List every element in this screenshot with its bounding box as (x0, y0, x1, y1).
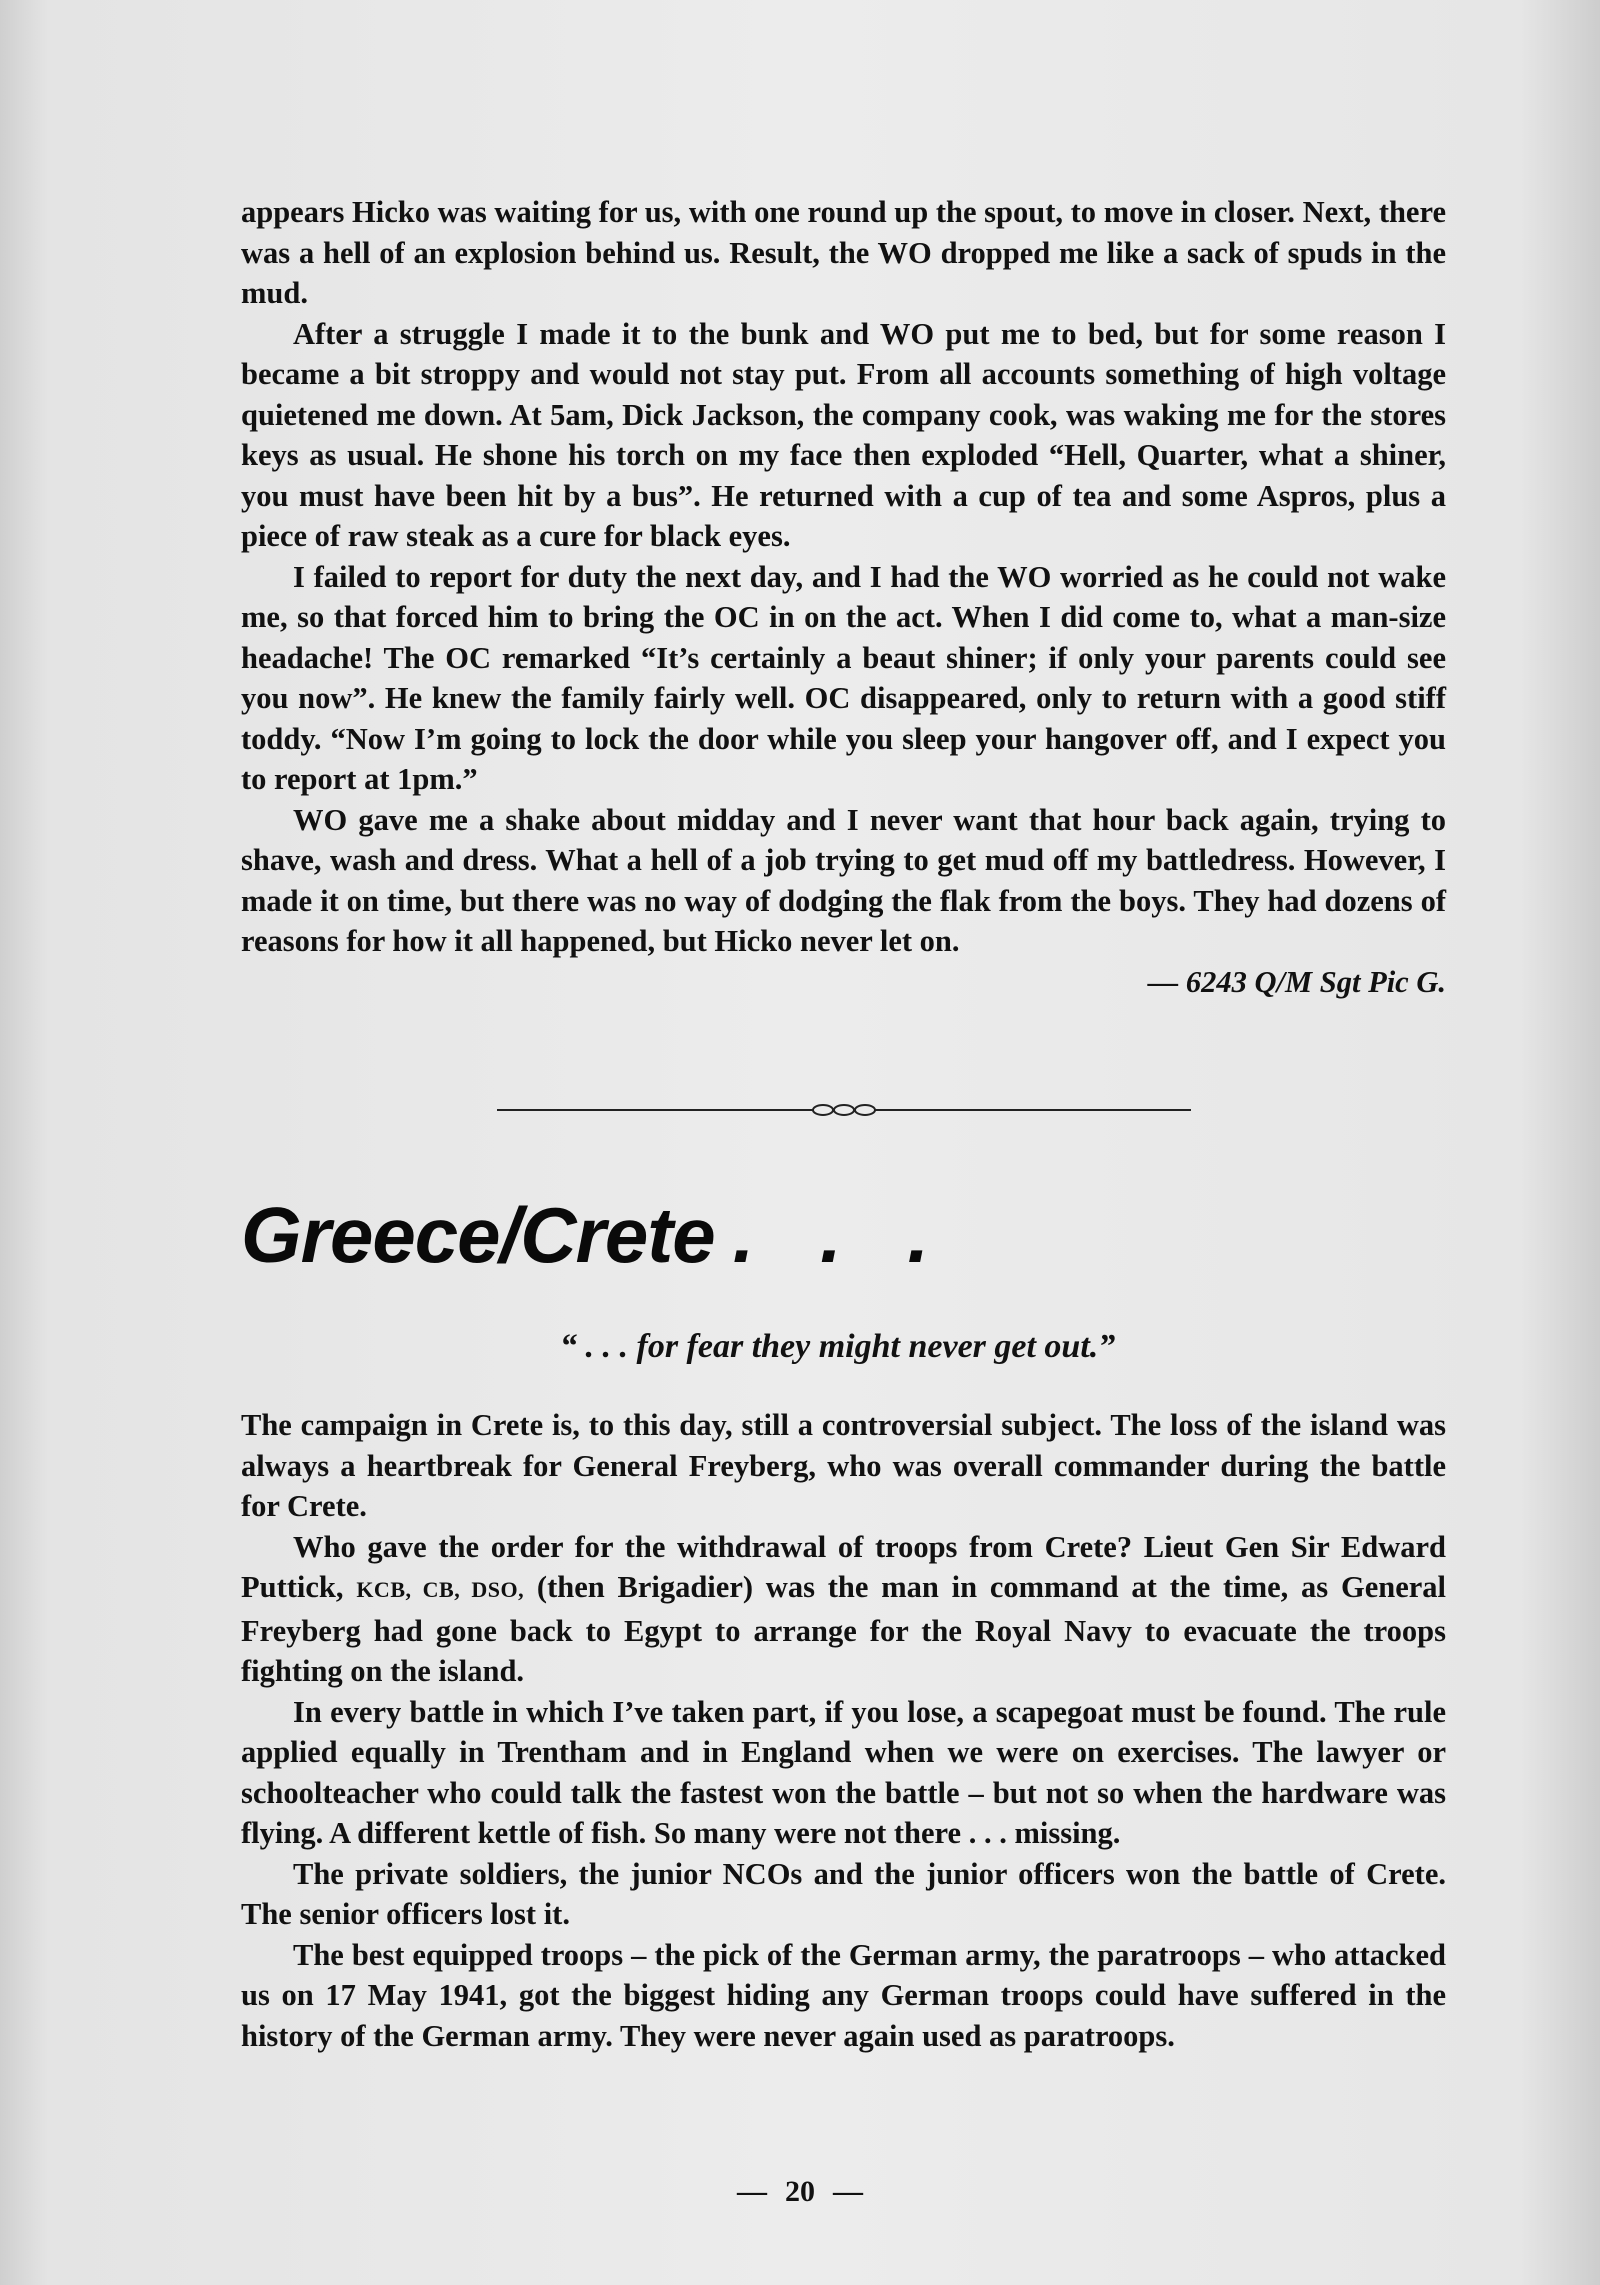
paragraph-text: (then Brigadier) was the man in command at the time, as General Freyberg had gone back to Egypt to arrange for the Royal Navy to evacuate the troops fighting on the island. (241, 1570, 1446, 1688)
section-title-text: Greece/Crete (241, 1191, 715, 1279)
paragraph-text: Who gave the order for the withdrawal of troops from Crete? Lieut Gen Sir Edward Puttick, (241, 1529, 1446, 1604)
section-divider (497, 1100, 1191, 1120)
section-subtitle: “ . . . for fear they might never get out.” (560, 1328, 1116, 1365)
paragraph: In every battle in which I’ve taken part, if you lose, a scapegoat must be found. The rule applied equally in Trentham and in England when we were on exercises. The lawyer or schoolteacher who could talk the fastest won the battle – but not so when the hardware was flying. A different kettle of fish. So many were not there . . . missing. (241, 1694, 1446, 1850)
section-title (241, 1190, 951, 1280)
paragraph: I failed to report for duty the next day, and I had the WO worried as he could not wake me, so that forced him to bring the OC in on the act. When I did come to, what a man-size headache! The OC remarked “It’s certainly a beaut shiner; if only your parents could see you now”. He knew the family fairly well. OC disappeared, only to return with a good stiff toddy. “Now I’m going to lock the door while you sleep your hangover off, and I expect you to report at 1pm.” (241, 559, 1446, 796)
paragraph: After a struggle I made it to the bunk and WO put me to bed, but for some reason I became a bit stroppy and would not stay put. From all accounts something of high voltage quietened me down. At 5am, Dick Jackson, the company cook, was waking me for the stores keys as usual. He shone his torch on my face then exploded “Hell, Quarter, what a shiner, you must have been hit by a bus”. He returned with a cup of tea and some Aspros, plus a piece of raw steak as a cure for black eyes. (241, 316, 1446, 553)
page-number-dash-right: — (833, 2175, 863, 2208)
signature: — 6243 Q/M Sgt Pic G. (1147, 964, 1446, 999)
bottom-text-block (241, 1405, 1446, 2056)
honours-text: KCB, CB, DSO, (356, 1577, 525, 1602)
paragraph: The private soldiers, the junior NCOs and the junior officers won the battle of Crete. The senior officers lost it. (241, 1856, 1446, 1931)
page-number-value: 20 (785, 2175, 815, 2208)
section-title-dots: . . . (732, 1191, 951, 1279)
top-text-block (241, 192, 1446, 1002)
paragraph (241, 1527, 1446, 1692)
page-number (0, 2175, 1600, 2209)
paragraph: appears Hicko was waiting for us, with one round up the spout, to move in closer. Next, there was a hell of an explosion behind us. Result, the WO dropped me like a sack of spuds in the mud. (241, 195, 1446, 310)
paragraph: The best equipped troops – the pick of the German army, the paratroops – who attacked us on 17 May 1941, got the biggest hiding any German troops could have suffered in the history of the German army. They were never again used as paratroops. (241, 1937, 1446, 2053)
paragraph: WO gave me a shake about midday and I never want that hour back again, trying to shave, wash and dress. What a hell of a job trying to get mud off my battledress. However, I made it on time, but there was no way of dodging the flak from the boys. They had dozens of reasons for how it all happened, but Hicko never let on. (241, 802, 1446, 958)
page-number-dash-left: — (737, 2175, 767, 2208)
paragraph: The campaign in Crete is, to this day, still a controversial subject. The loss of the island was always a heartbreak for General Freyberg, who was overall commander during the battle for Crete. (241, 1408, 1446, 1523)
